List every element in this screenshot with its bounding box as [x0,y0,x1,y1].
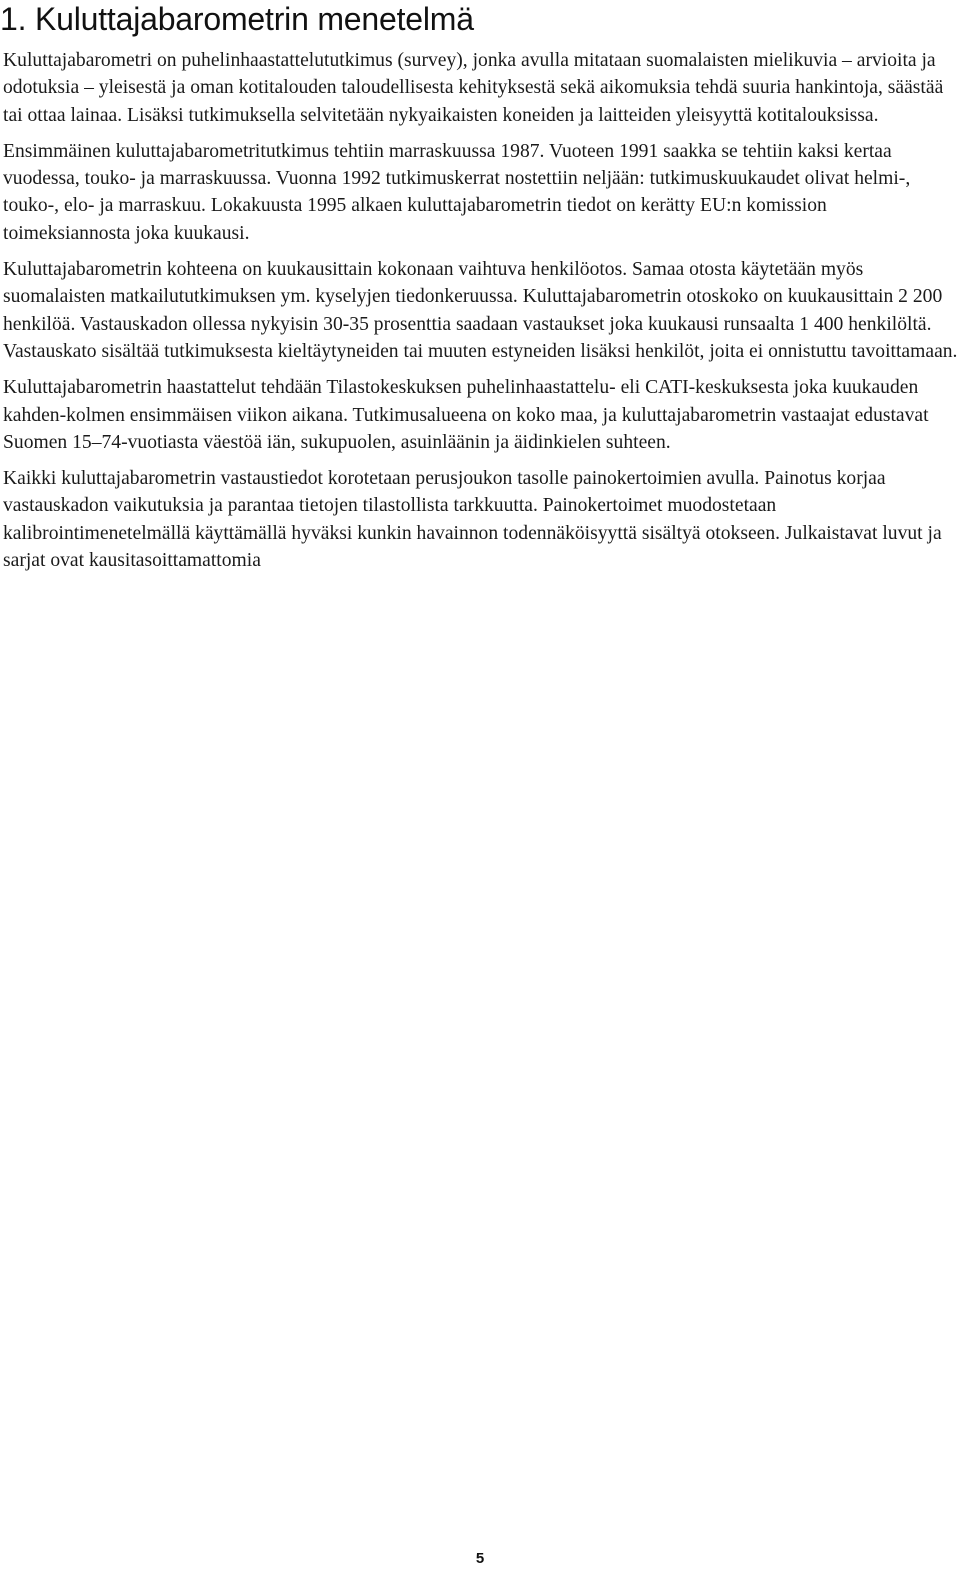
paragraph-interviews: Kuluttajabarometrin haastattelut tehdään Tilastokeskuksen puhelinhaastattelu- eli CATI-keskuksesta joka kuukauden kahden-kolmen ensimmäisen viikon aikana. Tutkimusalueena on koko maa, ja kuluttajabarometrin vastaajat edustavat Suomen 15–74-vuotiasta väestöä iän, sukupuolen, asuinläänin ja äidinkielen suhteen. [3,377,929,453]
paragraph-weighting: Kaikki kuluttajabarometrin vastaustiedot korotetaan perusjoukon tasolle painokertoimien avulla. Painotus korjaa vastauskadon vaikutuksia ja parantaa tietojen tilastollista tarkkuutta. Painokertoimet muodostetaan kalibrointimenetelmällä käyttämällä hyväksi kunkin havainnon todennäköisyyttä sisältyä otokseen. Julkaistavat luvut ja sarjat ovat kausitasoittamattomia [3,468,942,572]
paragraph-history: Ensimmäinen kuluttajabarometritutkimus tehtiin marraskuussa 1987. Vuoteen 1991 saakka se tehtiin kaksi kertaa vuodessa, touko- ja marraskuussa. Vuonna 1992 tutkimuskerrat nostettiin neljään: tutkimuskuukaudet olivat helmi-, touko-, elo- ja marraskuu. Lokakuusta 1995 alkaen kuluttajabarometrin tiedot on kerätty EU:n komission toimeksiannosta joka kuukausi. [3,140,911,244]
page-number: 5 [475,1550,485,1567]
paragraph-sample: Kuluttajabarometrin kohteena on kuukausittain kokonaan vaihtuva henkilöotos. Samaa otosta käytetään myös suomalaisten matkailututkimuksen ym. kyselyjen tiedonkeruussa. Kuluttajabarometrin otoskoko on kuukausittain 2 200 henkilöä. Vastauskadon ollessa nykyisin 30-35 prosenttia saadaan vastaukset joka kuukausi runsaalta 1 400 henkilöltä. Vastauskato sisältää tutkimuksesta kieltäytyneiden tai muuten estyneiden lisäksi henkilöt, joita ei onnistuttu tavoittamaan. [3,259,958,362]
paragraph-method-intro: Kuluttajabarometri on puhelinhaastattelututkimus (survey), jonka avulla mitataan suomalaisten mielikuvia – arvioita ja odotuksia – yleisestä ja oman kotitalouden taloudellisesta kehityksestä sekä aikomuksia tehdä suuria hankintoja, säästää tai ottaa lainaa. Lisäksi tutkimuksella selvitetään nykyaikaisten koneiden ja laitteiden yleisyyttä kotitalouksissa. [3,50,944,126]
body-text [3,47,958,583]
page-title: 1. Kuluttajabarometrin menetelmä [0,1,474,37]
